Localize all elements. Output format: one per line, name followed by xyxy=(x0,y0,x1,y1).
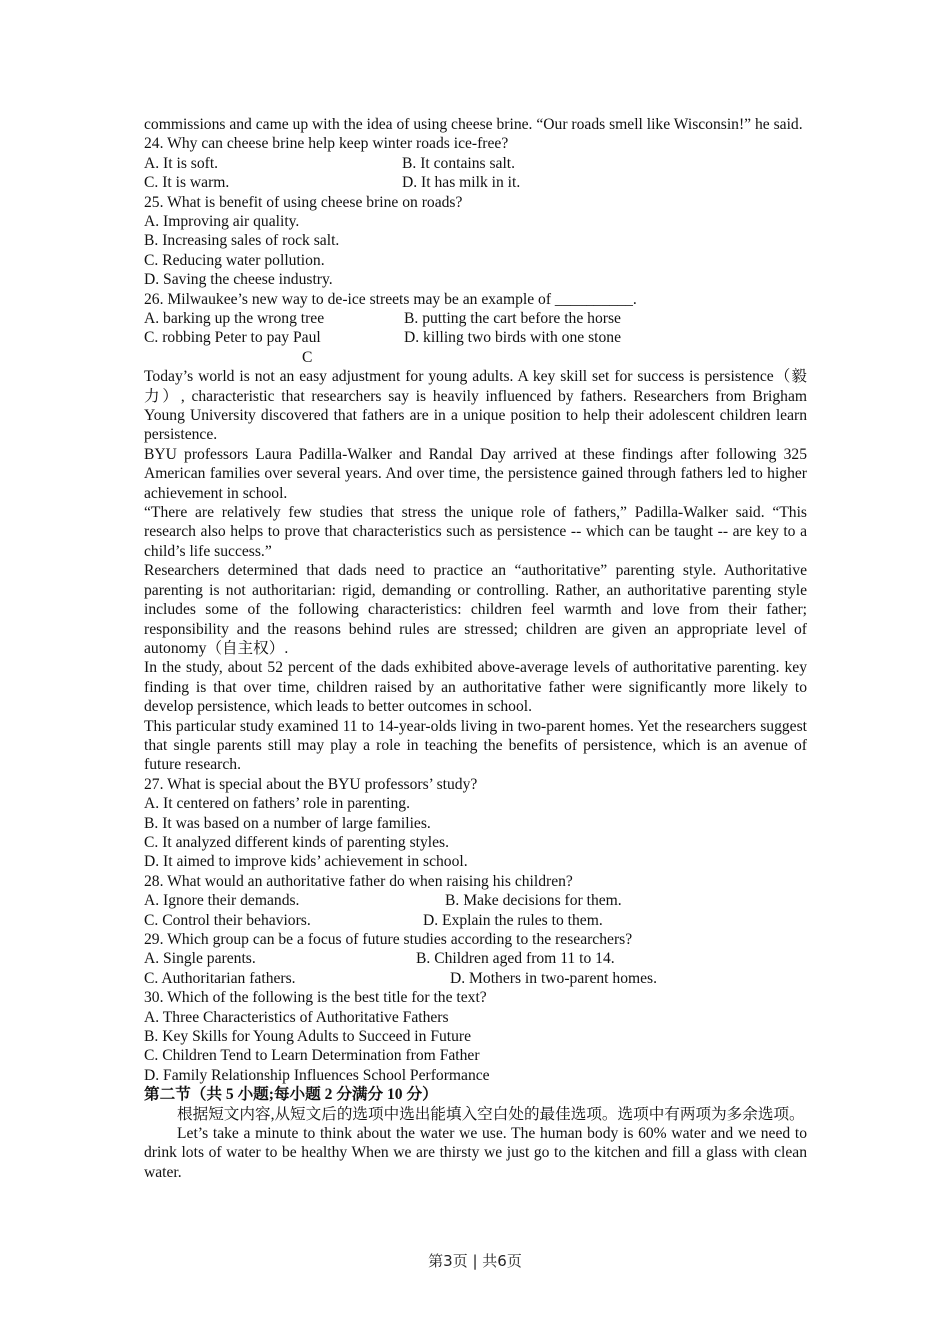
passage-paragraph: BYU professors Laura Padilla-Walker and Randal Day arrived at these findings after following 325 American families over several years. And over time, the persistence gained through fathers led to higher achievement in school. xyxy=(144,445,807,502)
option: C. Authoritarian fathers. xyxy=(144,969,296,987)
section-label: C xyxy=(302,348,313,366)
question-30: 30. Which of the following is the best title for the text? xyxy=(144,989,487,1007)
question-29: 29. Which group can be a focus of future studies according to the researchers? xyxy=(144,930,633,948)
option: D. Explain the rules to them. xyxy=(423,911,603,929)
option: C. It analyzed different kinds of parenting styles. xyxy=(144,833,450,851)
options-row xyxy=(144,173,807,192)
option: D. killing two birds with one stone xyxy=(404,329,622,347)
option: D. Mothers in two-parent homes. xyxy=(450,969,658,987)
options-row xyxy=(144,911,807,930)
option: C. Reducing water pollution. xyxy=(144,251,325,269)
section-2-title: 第二节（共 5 小题;每小题 2 分满分 10 分） xyxy=(144,1086,438,1104)
option: A. It is soft. xyxy=(144,154,219,172)
option: B. It contains salt. xyxy=(402,154,516,172)
question-28: 28. What would an authoritative father do when raising his children? xyxy=(144,872,573,890)
option: C. It is warm. xyxy=(144,174,230,192)
page-footer: 第3页 | 共6页 xyxy=(428,1252,522,1270)
option: A. It centered on fathers’ role in parenting. xyxy=(144,795,410,813)
passage-paragraph: “There are relatively few studies that stress the unique role of fathers,” Padilla-Walker said. “This research also helps to prove that characteristics such as persistence -- which can be taught -- are key to a child’s life success.” xyxy=(144,504,807,560)
passage-paragraph: In the study, about 52 percent of the dads exhibited above-average levels of authoritative parenting. key finding is that over time, children raised by an authoritative father were significantly more likely to develop persistence, which leads to better outcomes in school. xyxy=(144,659,807,716)
option: B. Make decisions for them. xyxy=(445,892,622,910)
option: A. Improving air quality. xyxy=(144,213,300,230)
option: C. Children Tend to Learn Determination from Father xyxy=(144,1047,480,1065)
option: A. barking up the wrong tree xyxy=(144,310,325,328)
option: B. It was based on a number of large families. xyxy=(144,814,431,832)
option: D. Family Relationship Influences School Performance xyxy=(144,1066,490,1084)
options-row xyxy=(144,891,807,910)
question-27: 27. What is special about the BYU professors’ study? xyxy=(144,775,478,793)
section-2-paragraph: Let’s take a minute to think about the water we use. The human body is 60% water and we need to drink lots of water to be healthy When we are thirsty we just go to the kitchen and fill a glass with clean water. xyxy=(144,1125,807,1181)
option: B. putting the cart before the horse xyxy=(404,310,621,328)
options-row xyxy=(144,309,807,328)
option: A. Single parents. xyxy=(144,950,256,968)
section-2-instructions: 根据短文内容,从短文后的选项中选出能填入空白处的最佳选项。选项中有两项为多余选项。 xyxy=(177,1105,805,1123)
options-row xyxy=(144,154,807,173)
options-row xyxy=(144,328,807,347)
options-row xyxy=(144,969,807,988)
option: C. Control their behaviors. xyxy=(144,911,311,929)
question-26: 26. Milwaukee’s new way to de-ice streets may be an example of __________. xyxy=(144,290,637,308)
passage-paragraph: Today’s world is not an easy adjustment for young adults. A key skill set for success is persistence（毅力）, characteristic that researchers say is heavily influenced by fathers. Researchers from Brigham Young University discovered that fathers are in a unique position to help their adolescent children learn persistence. xyxy=(144,368,807,444)
option: B. Children aged from 11 to 14. xyxy=(416,950,615,968)
passage-paragraph: Researchers determined that dads need to practice an “authoritative” parenting style. Authoritative parenting is not authoritarian: rigid, demanding or controlling. Rather, an authoritative parenting style includes some of the following characteristics: children feel warmth and love from their father; responsibility and the reasons behind rules are stressed; children are given an appropriate level of autonomy（自主权）. xyxy=(144,562,807,657)
option: D. It aimed to improve kids’ achievement in school. xyxy=(144,853,468,871)
paragraph: commissions and came up with the idea of using cheese brine. “Our roads smell like Wisconsin!” he said. xyxy=(144,116,803,133)
option: A. Ignore their demands. xyxy=(144,892,300,910)
option: B. Increasing sales of rock salt. xyxy=(144,232,340,250)
question-24: 24. Why can cheese brine help keep winter roads ice-free? xyxy=(144,135,509,153)
options-row xyxy=(144,949,807,968)
option: A. Three Characteristics of Authoritative Fathers xyxy=(144,1008,449,1026)
document-body xyxy=(144,115,807,1182)
passage-paragraph: This particular study examined 11 to 14-year-olds living in two-parent homes. Yet the researchers suggest that single parents still may play a role in teaching the benefits of persistence, which is an avenue of future research. xyxy=(144,717,807,774)
question-25: 25. What is benefit of using cheese brine on roads? xyxy=(144,193,463,211)
option: D. Saving the cheese industry. xyxy=(144,271,333,289)
option: B. Key Skills for Young Adults to Succeed in Future xyxy=(144,1027,472,1045)
option: D. It has milk in it. xyxy=(402,174,521,192)
option: C. robbing Peter to pay Paul xyxy=(144,329,321,347)
